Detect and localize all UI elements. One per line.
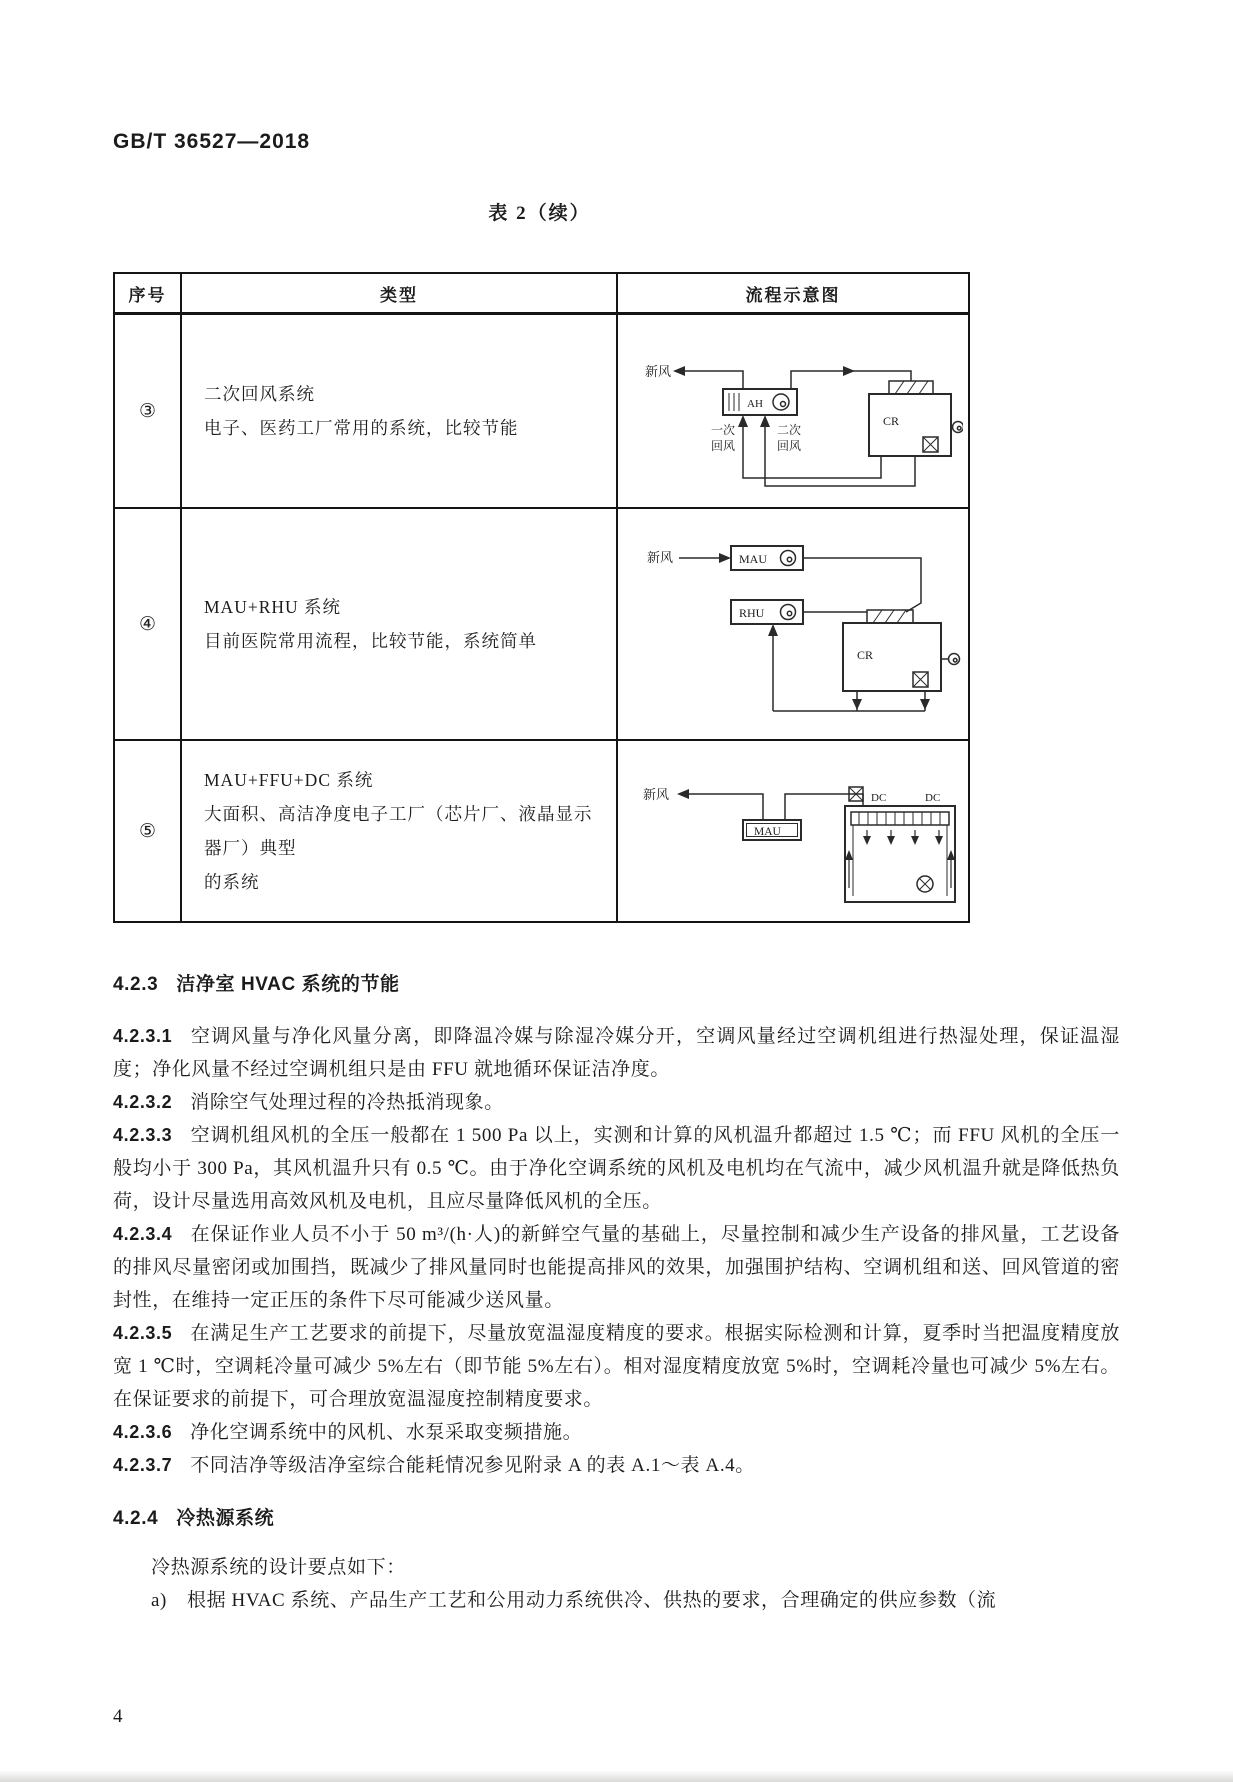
arrow-down-icon	[887, 836, 895, 845]
section-heading-4-2-4	[113, 1502, 1120, 1535]
table-2-continued	[113, 272, 970, 923]
type-line: 目前医院常用流程，比较节能，系统简单	[204, 631, 537, 651]
secondary-return-diagram	[623, 323, 963, 499]
clause-4-2-3-2	[113, 1086, 1120, 1119]
clause-4-2-3-5	[113, 1317, 1120, 1416]
dc-label: DC	[925, 792, 941, 804]
type-line: 的系统	[204, 872, 260, 892]
flow-diagram-cell	[618, 741, 968, 921]
dc-label: DC	[871, 792, 887, 804]
column-header-no: 序号	[115, 274, 182, 312]
fresh-air-label: 新风	[647, 550, 674, 565]
primary-return-label: 一次	[710, 423, 736, 437]
scan-edge-shadow	[0, 1770, 1233, 1782]
clause-text: 消除空气处理过程的冷热抵消现象。	[190, 1092, 504, 1113]
clause-number: 4.2.3.2	[113, 1092, 173, 1112]
clause-4-2-3-3	[113, 1119, 1120, 1218]
clause-4-2-3-4	[113, 1218, 1120, 1317]
clause-4-2-3-7	[113, 1449, 1120, 1482]
fresh-air-label: 新风	[645, 364, 672, 379]
mau-label: MAU	[754, 826, 781, 838]
table-caption: 表 2（续）	[488, 203, 591, 224]
section-number: 4.2.3	[113, 974, 159, 995]
type-cell	[182, 315, 618, 507]
secondary-return-label: 二次	[776, 423, 802, 437]
arrow-up-icon	[845, 850, 853, 860]
flow-diagram-cell	[618, 315, 968, 507]
fresh-air-label: 新风	[643, 787, 670, 802]
section-number: 4.2.4	[113, 1508, 159, 1529]
arrow-right-icon	[843, 366, 855, 376]
secondary-return-label: 回风	[776, 439, 802, 453]
ffu-bank	[851, 812, 949, 825]
arrow-down-icon	[920, 699, 930, 710]
primary-return-label: 回风	[710, 439, 736, 453]
arrow-up-icon	[760, 415, 770, 427]
column-header-type: 类型	[182, 274, 618, 312]
section-heading-4-2-3	[113, 968, 1120, 1001]
section-intro: 冷热源系统的设计要点如下：	[151, 1557, 406, 1578]
clause-text: 空调风量与净化风量分离，即降温冷媒与除湿冷媒分开，空调风量经过空调机组进行热湿处理，保证温湿度；净化风量不经过空调机组只是由 FFU 就地循环保证洁净度。	[113, 1026, 1120, 1080]
table-header-row	[115, 274, 968, 315]
arrow-down-icon	[911, 836, 919, 845]
cleanroom-label: CR	[883, 414, 900, 428]
section-title: 洁净室 HVAC 系统的节能	[176, 974, 400, 995]
type-cell	[182, 741, 618, 921]
mau-label: MAU	[739, 552, 768, 566]
rhu-label: RHU	[739, 606, 765, 620]
clause-number: 4.2.3.7	[113, 1455, 173, 1475]
list-item-text: 根据 HVAC 系统、产品生产工艺和公用动力系统供冷、供热的要求，合理确定的供应参数（流	[186, 1590, 997, 1611]
mau-rhu-diagram	[623, 518, 963, 730]
column-header-diagram: 流程示意图	[745, 285, 841, 305]
clause-text: 在保证作业人员不小于 50 m³/(h·人)的新鲜空气量的基础上，尽量控制和减少生产设备的排风量，工艺设备的排风尽量密闭或加围挡，既减少了排风量同时也能提高排风的效果，加强围护结构、空调机组和送、回风管道的密封性，在维持一定正压的条件下尽可能减少送风量。	[113, 1224, 1120, 1311]
standard-number: GB/T 36527—2018	[113, 130, 311, 153]
clause-text: 净化空调系统中的风机、水泵采取变频措施。	[190, 1422, 583, 1443]
type-line: 大面积、高洁净度电子工厂（芯片厂、液晶显示器厂）典型	[204, 804, 593, 858]
clause-number: 4.2.3.5	[113, 1323, 173, 1343]
list-item-label: a)	[151, 1590, 167, 1611]
row-number: ③	[115, 315, 182, 507]
clause-number: 4.2.3.3	[113, 1125, 173, 1145]
table-row	[115, 739, 968, 921]
arrow-up-icon	[947, 850, 955, 860]
clause-number: 4.2.3.6	[113, 1422, 173, 1442]
body-text	[113, 968, 1120, 1617]
clause-number: 4.2.3.4	[113, 1224, 173, 1244]
clause-text: 在满足生产工艺要求的前提下，尽量放宽温湿度精度的要求。根据实际检测和计算，夏季时当把温度精度放宽 1 ℃时，空调耗冷量可减少 5%左右（即节能 5%左右）。相对湿度精度放宽 5%时，空调耗冷量也可减少 5%左右。在保证要求的前提下，可合理放宽温湿度控制精度要求。	[113, 1323, 1120, 1410]
type-line: MAU+RHU 系统	[204, 597, 342, 617]
arrow-down-icon	[852, 699, 862, 710]
clause-text: 空调机组风机的全压一般都在 1 500 Pa 以上，实测和计算的风机温升都超过 1.5 ℃；而 FFU 风机的全压一般均小于 300 Pa，其风机温升只有 0.5 ℃。由于净化空调系统的风机及电机均在气流中，减少风机温升就是降低热负荷，设计尽量选用高效风机及电机，且应尽量降低风机的全压。	[113, 1125, 1120, 1212]
arrow-left-icon	[677, 789, 689, 799]
clause-4-2-3-1	[113, 1020, 1120, 1086]
cleanroom-label: CR	[857, 648, 874, 662]
type-line: MAU+FFU+DC 系统	[204, 770, 374, 790]
row-number: ⑤	[115, 741, 182, 921]
type-cell	[182, 509, 618, 739]
ahu-label: AH	[747, 398, 763, 410]
mau-ffu-dc-diagram	[623, 748, 963, 914]
section-title: 冷热源系统	[176, 1508, 275, 1529]
arrow-up-icon	[768, 624, 778, 636]
arrow-left-icon	[673, 366, 685, 376]
row-number: ④	[115, 509, 182, 739]
arrow-right-icon	[719, 553, 731, 563]
type-line: 电子、医药工厂常用的系统，比较节能	[204, 418, 519, 438]
clause-number: 4.2.3.1	[113, 1026, 173, 1046]
list-item-a	[113, 1584, 1120, 1617]
page-number: 4	[113, 1706, 123, 1727]
type-line: 二次回风系统	[204, 384, 315, 404]
table-row	[115, 315, 968, 507]
arrow-up-icon	[738, 415, 748, 427]
arrow-down-icon	[863, 836, 871, 845]
arrow-down-icon	[935, 836, 943, 845]
clause-4-2-3-6	[113, 1416, 1120, 1449]
flow-diagram-cell	[618, 509, 968, 739]
table-row	[115, 507, 968, 739]
clause-text: 不同洁净等级洁净室综合能耗情况参见附录 A 的表 A.1～表 A.4。	[190, 1455, 755, 1476]
